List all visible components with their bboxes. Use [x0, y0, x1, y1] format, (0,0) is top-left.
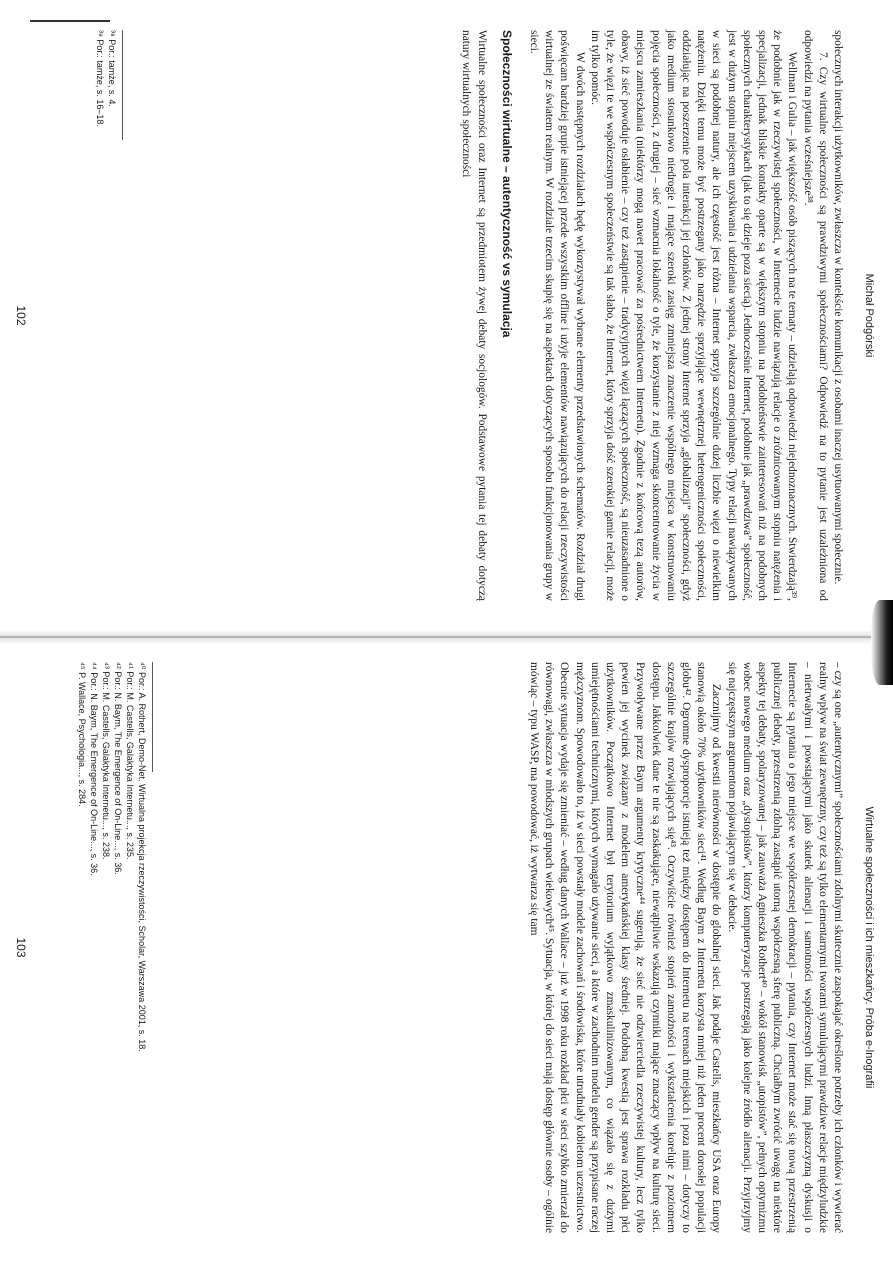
paragraph: 7. Czy wirtualne społeczności są prawdziwymi społecznościami? Odpowiedź na to pytanie jest uzależniona od odpowiedzi na pytania wcześniejsze³⁸. — [801, 30, 829, 601]
footnote: ³⁸ Por.: tamże, s. 4. — [107, 30, 117, 107]
page-number: 103 — [14, 937, 28, 958]
paragraph: – czy są one „autentycznymi” społecznościami zdolnymi skutecznie zaspokajać określone potrzeby ich członków i wywierać realny wpływ na świat zewnętrzny, czy też są tylko elementarnymi tworami symulującymi prawdziwe relacje międzyludzkie – nietrwałymi i powstającymi jako skutek alienacji i samotności współczesnych ludzi. Inną płaszczyzną dyskusji o Internecie są pytania o jego miejsce we współczesnej demokracji – pytania, czy Internet może stać się nową przestrzenią publicznej debaty, przestrzenią zdolną zastąpić utorną współczesną sferę publiczną. Chciałbym zwrócić uwagę na niektóre aspekty tej debaty, spolaryzowanej – jak zauważa Agnieszka Rothert⁴⁰ – wokół stanowisk „utopistów”, pełnych optymizmu wobec nowego medium oraz „dystopistów”, którzy komputeryzacje postrzegają jako kolejne źródło alienacji. Przyjrzyjmy się najczęstszym argumentom pojawiającym się w debacie. — [725, 662, 844, 1233]
paragraph: Wirtualne społeczności oraz Internet są przedmiotem żywej debaty socjologów. Podstawowe pytania tej debaty dotyczą natury wirtualnych społeczności — [460, 30, 488, 601]
section-heading: Społeczności wirtualne – autentyczność vs symulacja — [499, 30, 514, 338]
paragraph: społecznych interakcji użytkowników, zwłaszcza w kontekście komunikacji z osobami inaczej usytuowanymi społecznie. — [832, 30, 844, 585]
body-text — [458, 30, 845, 601]
right-page-region — [0, 632, 893, 1263]
left-page-region — [0, 0, 893, 631]
footnote: ⁴² Por.: N. Baym, The Emergence of On-Line..., s. 36. — [113, 662, 123, 875]
footnotes — [94, 30, 123, 601]
page-102 — [0, 0, 893, 631]
footnote: ⁴⁴ Por.: N. Baym, The Emergence of On-Line..., s. 36. — [89, 662, 99, 876]
running-head: Wirtualne społeczności i ich mieszkańcy. Próba e-lnografii — [863, 806, 875, 1089]
footnote: ⁴¹ Por.: M. Castells, Galaktyka Internetu..., s. 235. — [125, 662, 135, 860]
paragraph: Zacznijmy od kwestii nierówności w dostępie do globalnej sieci. Jak podaje Castells, mieszkańcy USA oraz Europy stanowią około 70% użytkowników sieci⁴¹. Według Baym z Internetu korzysta mniej niż jeden procent dorosłej populacji globu⁴². Ogromne dysproporcje istnieją też między dostępem do Internetu na terenach miejskich i poza nimi – dotyczy to szczególnie krajów rozwijających się⁴³. Oczywiście również stopień zamożności i wykształcenia koreluje z poziomem dostępu. Jakkolwiek dane te nie są zaskakujące, niewątpliwie wskazują czynniki mające znaczący wpływ na kulturę sieci. Przywoływane przez Baym argumenty krytyczne⁴⁴ sugerują, że sieć nie odzwierciedla rzeczywistej kultury, lecz tylko pewien jej wycinek związany z modelem amerykańskiej klasy średniej. Podobną kwestią jest sprawa rozkładu płci użytkowników. Początkowo Internet był terytorium wyjątkowo zmaskulinizowanym, co wiązało się z dużymi umiejętnościami technicznymi, których wymagało używanie sieci, a które w zachodnim modelu gender są przypisane raczej mężczyznom. Spowodowało to, iż w sieci powstały modele zachowań i środowiska, które utrudniały kobietom uczestnictwo. Obecnie sytuacja wydaje się zmieniać – według danych Wallace – już w 1998 roku rozkład płci w sieci szybko zmierzał do równowagi, zwłaszcza w młodszych grupach wiekowych⁴⁵. Sytuacja, w której do sieci mają dostęp głównie osoby – ogólnie mówiąc – typu WASP, ma powodować, iż wytwarza się tam — [527, 662, 723, 1233]
footnote-rule — [152, 662, 153, 772]
page-103 — [0, 632, 893, 1263]
footnote: ⁴⁵ P. Wallace, Psychologia..., s. 284. — [77, 662, 87, 807]
body-text — [526, 662, 845, 1233]
footnotes — [76, 662, 153, 1233]
footnote: ⁴³ Por.: M. Castells, Galaktyka Internetu..., s. 238. — [101, 662, 111, 860]
page-number: 102 — [14, 305, 28, 326]
footnote: ³⁹ Por.: tamże, s. 16–18. — [95, 30, 105, 127]
running-head: Michał Podgórski — [863, 273, 875, 358]
footnote-rule — [122, 30, 123, 140]
paragraph: Wellman i Gulia – jak większość osób piszących na te tematy – udzielają odpowiedzi niejednoznacznych. Stwierdzają³⁹, że podobnie jak w rzeczywistej społeczności, w Internecie ludzie nawiązują relacje o zróżnicowanym stopniu natężenia i specjalizacji, jednak bliskie kontakty oparte są w większym stopniu na podobieństwie zainteresowań niż na podobnych społecznych charakterystykach (jak to się dzieje poza siecią). Jednocześnie Internet, podobnie jak „prawdziwa” społeczność, jest w dużym stopniu miejscem uzyskiwania i udzielania wsparcia, zwłaszcza emocjonalnego. Typy relacji nawiązywanych w sieci są podobnej natury, ale ich częstość jest różna – Internet sprzyja szczególnie dużej liczbie więzi o niewielkim natężeniu. Dzięki temu może być postrzegany jako narzędzie sprzyjające wewnętrznej heterogeniczności społeczności, oddziałując na poszerzenie pola interakcji jej członków. Z jednej strony Internet sprzyja „globalizacji” społeczności, gdyż jako medium stosunkowo niedrogie i mające szeroki zasięg zmniejsza znaczenie wspólnego miejsca w konstruowaniu pojęcia społeczności, z drugiej – sieć wzmacnia lokalność o tyle, że korzystanie z niej wzmaga skoncentrowanie życia w miejscu zamieszkania (niektórzy mogą nawet pracować za pośrednictwem Internetu). Zgodnie z końcową tezą autorów, obawy, iż sieć powoduje osłabienie – czy też zastąpienie – tradycyjnych więzi łączących społeczność, są nieuzasadnione o tyle, że więzi te we współczesnym społeczeństwie są tak słabo, że Internet, który sprzyja dość szerokiej gamie relacji, może im tylko pomóc. — [588, 30, 799, 601]
paragraph: W dwóch następnych rozdziałach będę wykorzystywał wybrane elementy przedstawionych schematów. Rozdział drugi poświęcam bardziej grupie istniejącej przede wszystkim offline i użyje elementów nawiązujących do relacji rzeczywistości wirtualnej ze światem realnym. W rozdziale trzecim skupię się na aspektach dotyczących sposobu funkcjonowania grupy w sieci. — [527, 30, 586, 601]
footnote: ⁴⁰ Por.: A. Rothert, Demo-Net. Wirtualna projekcja rzeczywistości, Scholar, Warszawa 2001, s. 18. — [137, 662, 147, 1052]
